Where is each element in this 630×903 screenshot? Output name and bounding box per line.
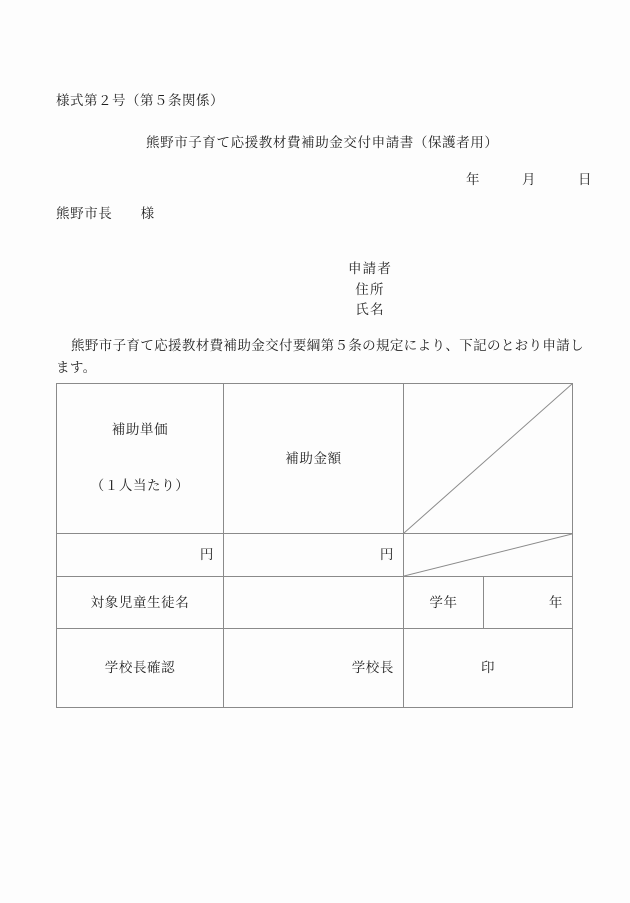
diagonal-strike-icon xyxy=(404,384,572,533)
cell-subsidy-amount-value[interactable] xyxy=(224,534,404,577)
applicant-address-label: 住所 xyxy=(355,281,385,297)
applicant-name-label: 氏名 xyxy=(355,302,385,318)
body-paragraph: 熊野市子育て応援教材費補助金交付要綱第５条の規定により、下記のとおり申請します。 xyxy=(56,338,584,375)
table-row-principal xyxy=(57,629,573,708)
form-number: 様式第２号（第５条関係） xyxy=(56,93,224,108)
subsidy-amount-label: 補助金額 xyxy=(285,450,342,466)
grade-unit: 年 xyxy=(548,594,563,610)
unit-price-currency: 円 xyxy=(199,547,214,563)
cell-principal-confirm-label xyxy=(57,629,224,708)
student-name-label: 対象児童生徒名 xyxy=(90,594,190,610)
principal-confirm-label: 学校長確認 xyxy=(104,660,176,676)
cell-student-name-label xyxy=(57,577,224,629)
unit-price-label-line2: （１人当たり） xyxy=(90,478,190,494)
cell-blank-diagonal-bottom xyxy=(404,534,573,577)
grade-label: 学年 xyxy=(429,594,458,610)
table-row-amounts xyxy=(57,534,573,577)
applicant-block xyxy=(300,259,440,321)
cell-principal-label xyxy=(224,629,404,708)
diagonal-strike-icon xyxy=(404,534,572,576)
seal-label: 印 xyxy=(480,660,496,676)
table-row-student xyxy=(57,577,573,629)
cell-grade-label xyxy=(404,577,484,629)
date-line: 年 月 日 xyxy=(466,172,592,187)
addressee-line: 熊野市長 様 xyxy=(56,206,155,221)
application-table xyxy=(56,383,573,708)
cell-unit-price-value[interactable] xyxy=(57,534,224,577)
applicant-role-label: 申請者 xyxy=(347,261,393,276)
cell-student-name-value[interactable] xyxy=(224,577,404,629)
cell-blank-diagonal-top xyxy=(404,384,573,534)
document-title: 熊野市子育て応援教材費補助金交付申請書（保護者用） xyxy=(146,135,499,150)
table-row-headers xyxy=(57,384,573,534)
cell-seal[interactable] xyxy=(404,629,573,708)
cell-unit-price-header xyxy=(57,384,224,534)
subsidy-amount-currency: 円 xyxy=(379,547,394,563)
cell-grade-value[interactable] xyxy=(484,577,573,629)
unit-price-label-line1: 補助単価 xyxy=(111,422,169,438)
principal-label: 学校長 xyxy=(351,660,394,676)
cell-subsidy-amount-header xyxy=(224,384,404,534)
